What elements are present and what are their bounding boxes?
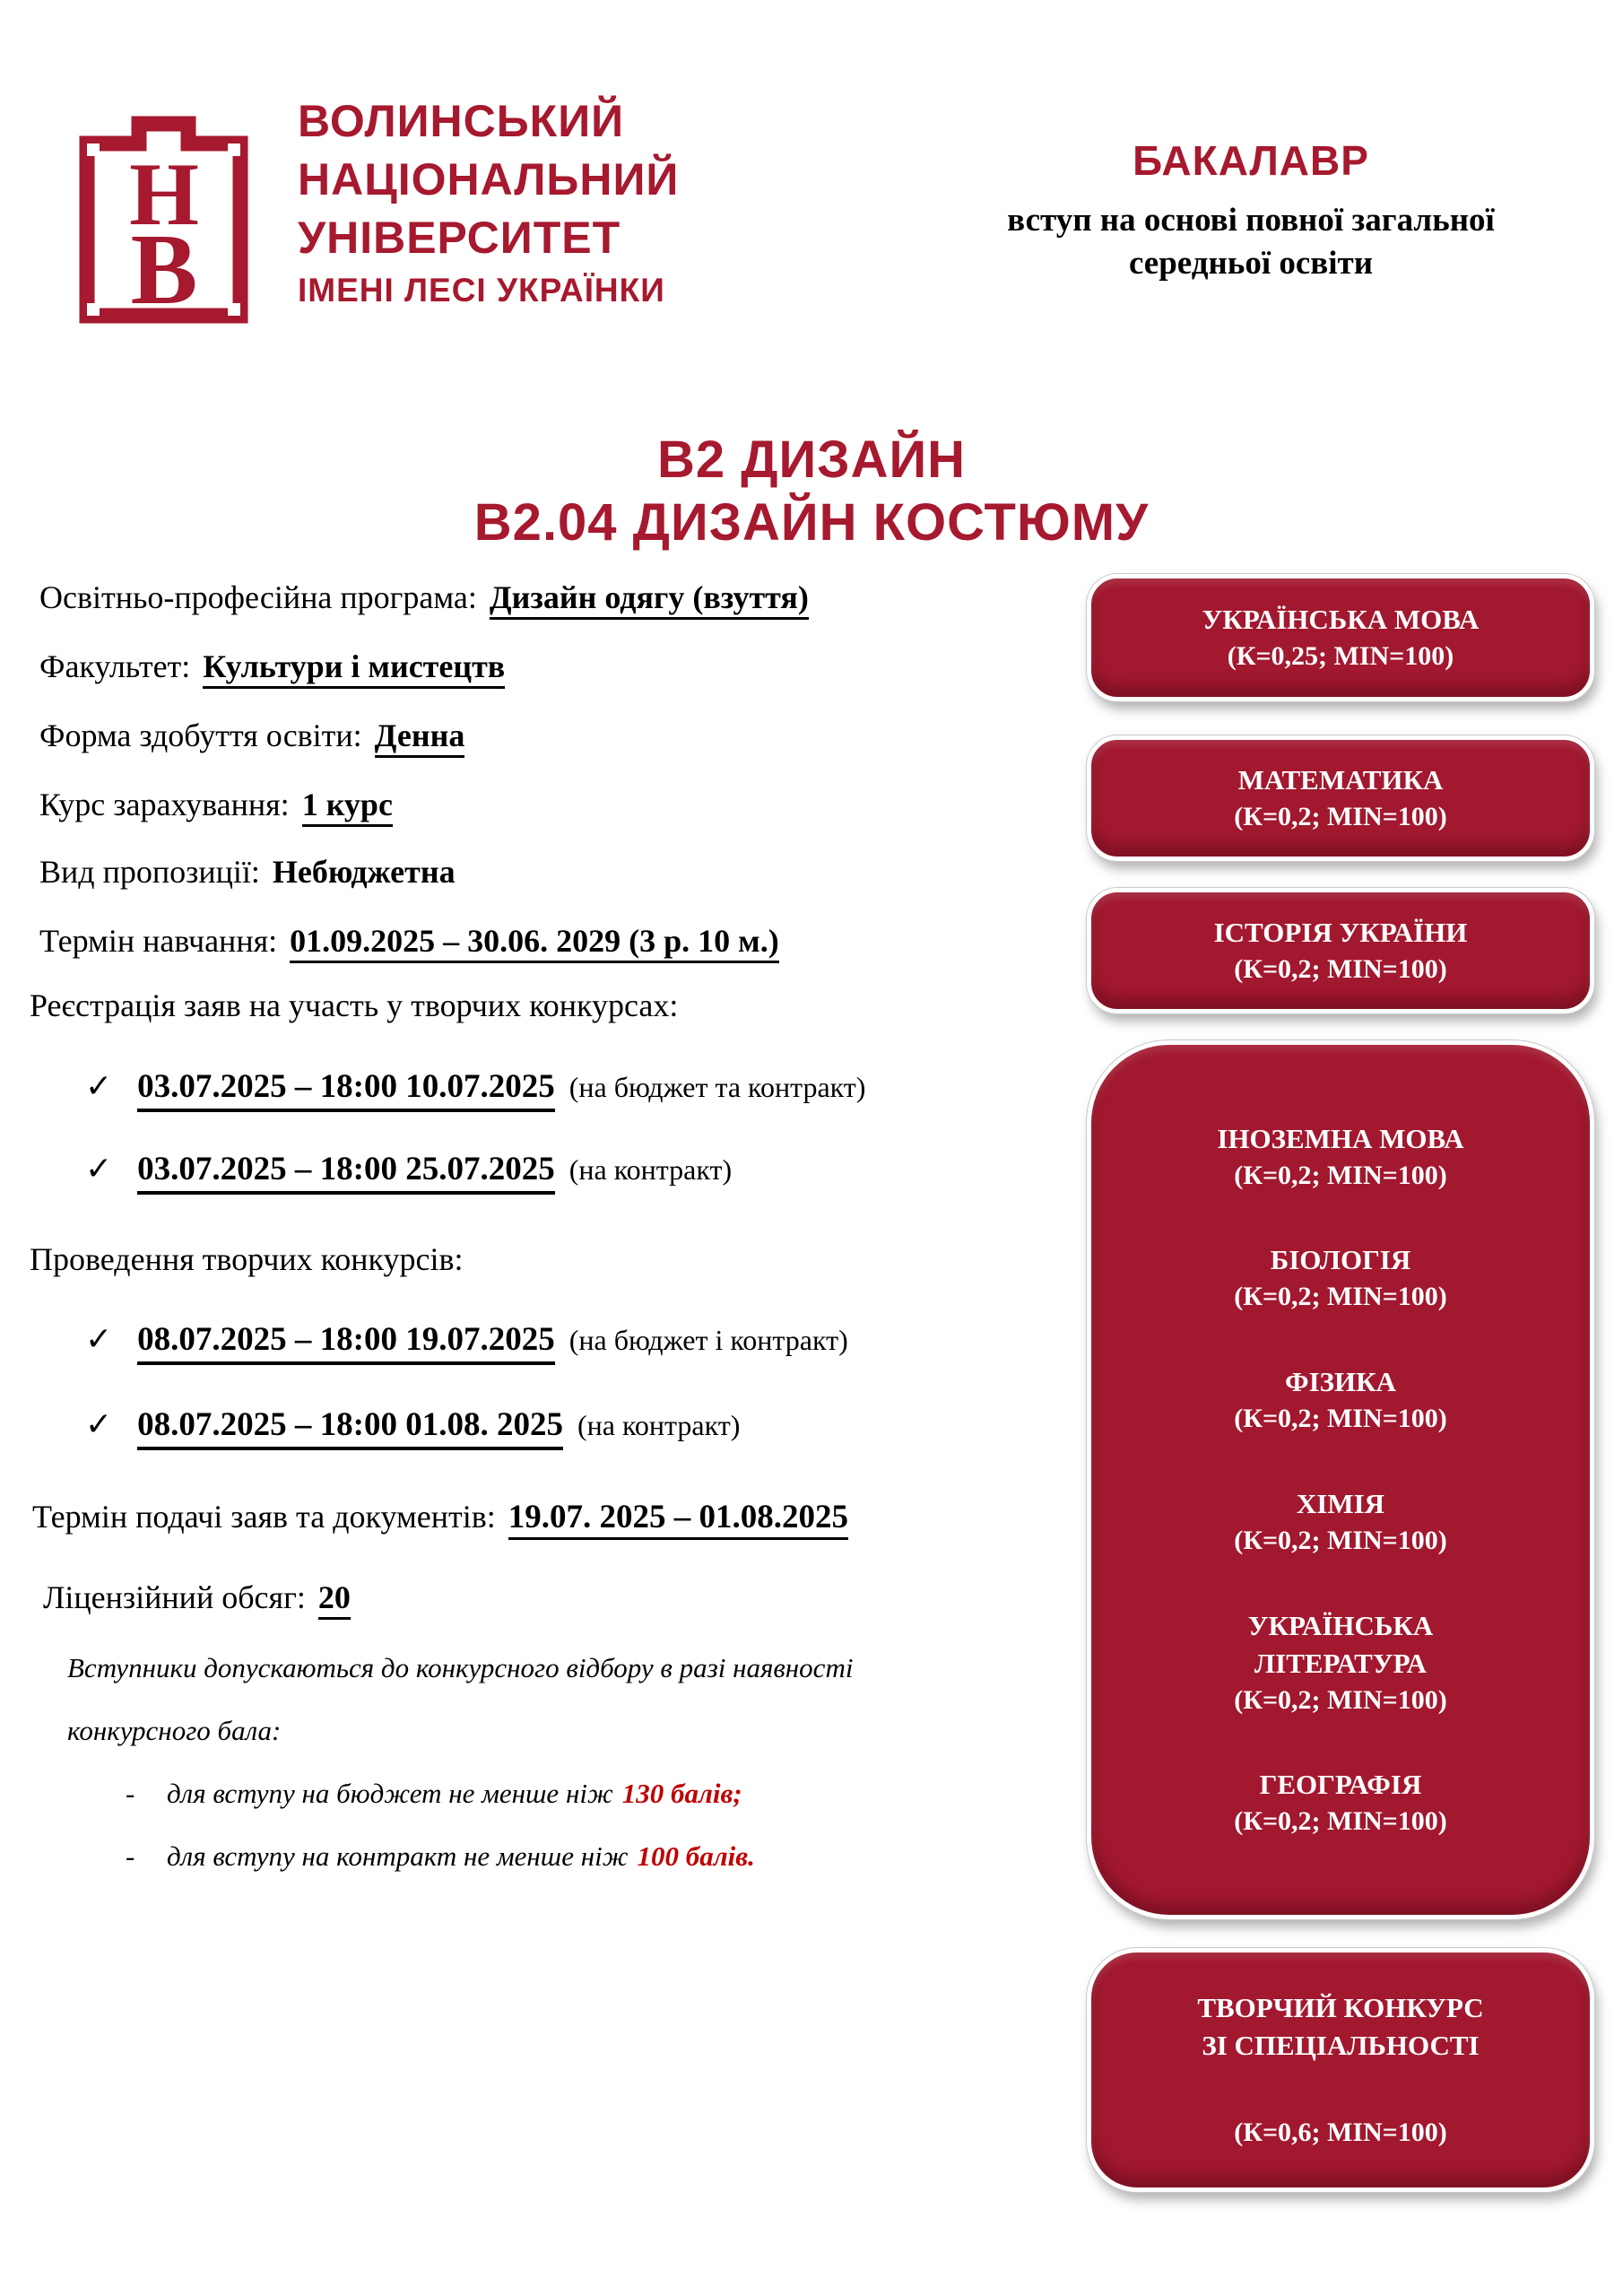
education-form-value: Денна (375, 718, 465, 758)
education-form-label: Форма здобуття освіти: (39, 718, 362, 753)
registration-note-2: (на контракт) (568, 1153, 733, 1186)
contest-dates-2: 08.07.2025 – 18:00 01.08. 2025 (137, 1406, 563, 1450)
education-form-row (39, 717, 464, 754)
subject-name: БІОЛОГІЯ (1270, 1244, 1411, 1276)
svg-text:Н: Н (129, 144, 199, 244)
subject-name: МАТЕМАТИКА (1237, 764, 1444, 796)
subject-box-ukrainian-language (1087, 574, 1594, 701)
university-name-line3: УНІВЕРСИТЕТ (298, 213, 621, 263)
degree-title: БАКАЛАВР (1133, 137, 1369, 184)
university-wordmark (298, 92, 872, 314)
university-name-line1: ВОЛИНСЬКИЙ (298, 96, 625, 146)
checkmark-icon: ✓ (85, 1321, 113, 1357)
program-code-title: В2 ДИЗАЙН (656, 430, 967, 489)
subject-name: ХІМІЯ (1296, 1487, 1385, 1519)
subject-box-history-of-ukraine (1087, 888, 1594, 1013)
program-value: Дизайн одягу (взуття) (490, 579, 809, 620)
study-term-row (39, 922, 779, 960)
subject-group-ukrainian-literature (1197, 1607, 1484, 1718)
submission-label: Термін подачі заяв та документів: (32, 1499, 496, 1535)
license-row (43, 1578, 351, 1616)
subject-coefficient: (К=0,2; MIN=100) (1234, 1684, 1447, 1715)
subject-name: ІНОЗЕМНА МОВА (1217, 1122, 1464, 1154)
checkmark-icon: ✓ (85, 1068, 113, 1104)
subject-group-biology (1234, 1241, 1447, 1315)
study-term-value: 01.09.2025 – 30.06. 2029 (3 р. 10 м.) (290, 923, 779, 963)
creative-contest-line2: ЗІ СПЕЦІАЛЬНОСТІ (1202, 2030, 1480, 2061)
registration-dates-1: 03.07.2025 – 18:00 10.07.2025 (137, 1068, 555, 1112)
program-row (39, 578, 809, 616)
registration-dates-2: 03.07.2025 – 18:00 25.07.2025 (137, 1151, 555, 1195)
budget-threshold-item (126, 1778, 742, 1810)
enrollment-course-label: Курс зарахування: (39, 787, 290, 822)
license-label: Ліцензійний обсяг: (43, 1579, 306, 1615)
university-name-line4: ІМЕНІ ЛЕСІ УКРАЇНКИ (298, 272, 665, 309)
page-title (0, 429, 1623, 554)
license-value: 20 (318, 1579, 351, 1620)
budget-threshold-text: для вступу на бюджет не менше ніж (167, 1778, 613, 1809)
university-logo (67, 100, 260, 341)
subject-coefficient: (К=0,2; MIN=100) (1234, 1282, 1447, 1312)
offer-type-value: Небюджетна (272, 854, 456, 890)
subject-name: УКРАЇНСЬКА ЛІТЕРАТУРА (1247, 1609, 1434, 1679)
submission-row (32, 1498, 848, 1536)
checkmark-icon: ✓ (85, 1151, 113, 1187)
subject-name: ГЕОГРАФІЯ (1259, 1769, 1422, 1801)
budget-threshold-value: 130 балів; (621, 1778, 742, 1809)
subject-coefficient: (К=0,2; MIN=100) (1234, 1525, 1447, 1555)
note-line1: Вступники допускаються до конкурсного відбору в разі наявності (67, 1652, 854, 1683)
subject-coefficient: (К=0,2; MIN=100) (1234, 802, 1447, 831)
subject-coefficient: (К=0,2; MIN=100) (1234, 954, 1447, 984)
submission-value: 19.07. 2025 – 01.08.2025 (508, 1499, 848, 1540)
subject-group-physics (1234, 1363, 1447, 1437)
study-term-label: Термін навчання: (39, 923, 278, 959)
faculty-value: Культури і мистецтв (203, 648, 505, 689)
program-label: Освітньо-професійна програма: (39, 579, 477, 615)
note-line2: конкурсного бала: (67, 1715, 282, 1746)
subject-name: УКРАЇНСЬКА МОВА (1202, 604, 1480, 635)
subject-coefficient: (К=0,6; MIN=100) (1234, 2118, 1447, 2147)
contest-dates-1: 08.07.2025 – 18:00 19.07.2025 (137, 1321, 555, 1365)
contests-heading: Проведення творчих конкурсів: (30, 1241, 464, 1277)
contract-threshold-value: 100 балів. (637, 1840, 755, 1872)
enrollment-course-row (39, 786, 393, 823)
enrollment-course-value: 1 курс (302, 787, 393, 827)
contest-item-1 (85, 1320, 848, 1359)
checkmark-icon: ✓ (85, 1406, 113, 1442)
degree-subtitle (933, 199, 1569, 285)
subject-coefficient: (К=0,2; MIN=100) (1234, 1404, 1447, 1434)
subject-coefficient: (К=0,2; MIN=100) (1234, 1806, 1447, 1837)
subject-group-foreign-language (1217, 1120, 1463, 1194)
degree-subtitle-line2: середньої освіти (1128, 245, 1374, 282)
faculty-row (39, 648, 505, 685)
subject-name: ІСТОРІЯ УКРАЇНИ (1213, 917, 1468, 948)
subject-box-creative-contest (1087, 1948, 1594, 2192)
subject-coefficient: (К=0,2; MIN=100) (1234, 1160, 1447, 1190)
program-subcode-title: В2.04 ДИЗАЙН КОСТЮМУ (473, 493, 1150, 552)
degree-block (933, 136, 1569, 285)
subject-group-geography (1234, 1766, 1447, 1839)
contract-threshold-text: для вступу на контракт не менше ніж (167, 1840, 629, 1872)
contract-threshold-item (126, 1840, 755, 1873)
faculty-label: Факультет: (39, 648, 191, 684)
svg-text:В: В (130, 214, 198, 326)
contest-item-2 (85, 1405, 740, 1444)
subject-box-mathematics (1087, 735, 1594, 861)
registration-note-1: (на бюджет та контракт) (568, 1071, 866, 1103)
offer-type-row (39, 853, 456, 891)
subject-box-optional-subjects (1087, 1040, 1594, 1919)
dash-bullet: - (126, 1840, 135, 1872)
registration-heading: Реєстрація заяв на участь у творчих конкурсах: (30, 987, 679, 1023)
subject-group-chemistry (1234, 1485, 1447, 1559)
subject-coefficient: (К=0,25; MIN=100) (1227, 641, 1454, 671)
contest-note-1: (на бюджет і контракт) (568, 1324, 848, 1356)
registration-item-2 (85, 1150, 732, 1188)
degree-subtitle-line1: вступ на основі повної загальної (1007, 202, 1495, 239)
subject-name: ФІЗИКА (1284, 1366, 1396, 1398)
contest-note-2: (на контракт) (577, 1409, 741, 1441)
creative-contest-line1: ТВОРЧИЙ КОНКУРС (1197, 1992, 1484, 2023)
registration-item-1 (85, 1067, 865, 1106)
university-name-line2: НАЦІОНАЛЬНИЙ (298, 154, 680, 204)
offer-type-label: Вид пропозиції: (39, 854, 260, 890)
dash-bullet: - (126, 1778, 135, 1809)
vnu-crest-icon (67, 100, 260, 341)
